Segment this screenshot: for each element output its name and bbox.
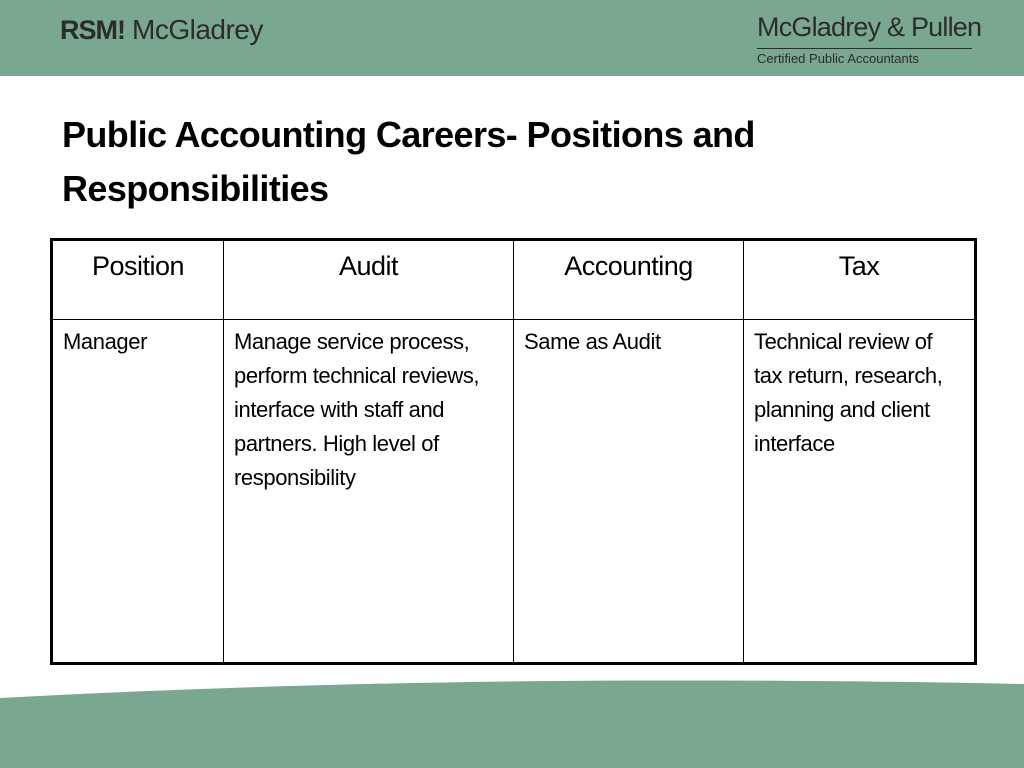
firm-name: McGladrey & Pullen [757,12,982,42]
logo-divider [757,48,972,49]
logo-name: McGladrey [132,14,263,45]
slide-title-line-2: Responsibilities [62,168,329,209]
rsm-mcgladrey-logo [60,14,263,50]
logo-mark: RSM! [60,15,125,45]
header-position: Position [52,240,224,320]
header-accounting: Accounting [514,240,744,320]
header-band [0,0,1024,76]
positions-table [50,238,977,665]
header-audit: Audit [224,240,514,320]
wave-shape [0,680,1024,768]
firm-tagline: Certified Public Accountants [757,51,919,66]
table-header-row [52,240,976,320]
slide-title-line-1: Public Accounting Careers- Positions and [62,114,755,155]
cell-tax: Technical review of tax return, research, planning and client interface [744,320,976,664]
mcgladrey-pullen-logo [752,8,982,76]
cell-audit: Manage service process, perform technical reviews, interface with staff and partners. High level of responsibility [224,320,514,664]
cell-accounting: Same as Audit [514,320,744,664]
cell-position: Manager [52,320,224,664]
header-tax: Tax [744,240,976,320]
bottom-wave-decoration [0,676,1024,768]
slide-title [62,108,962,216]
table-row [52,320,976,664]
